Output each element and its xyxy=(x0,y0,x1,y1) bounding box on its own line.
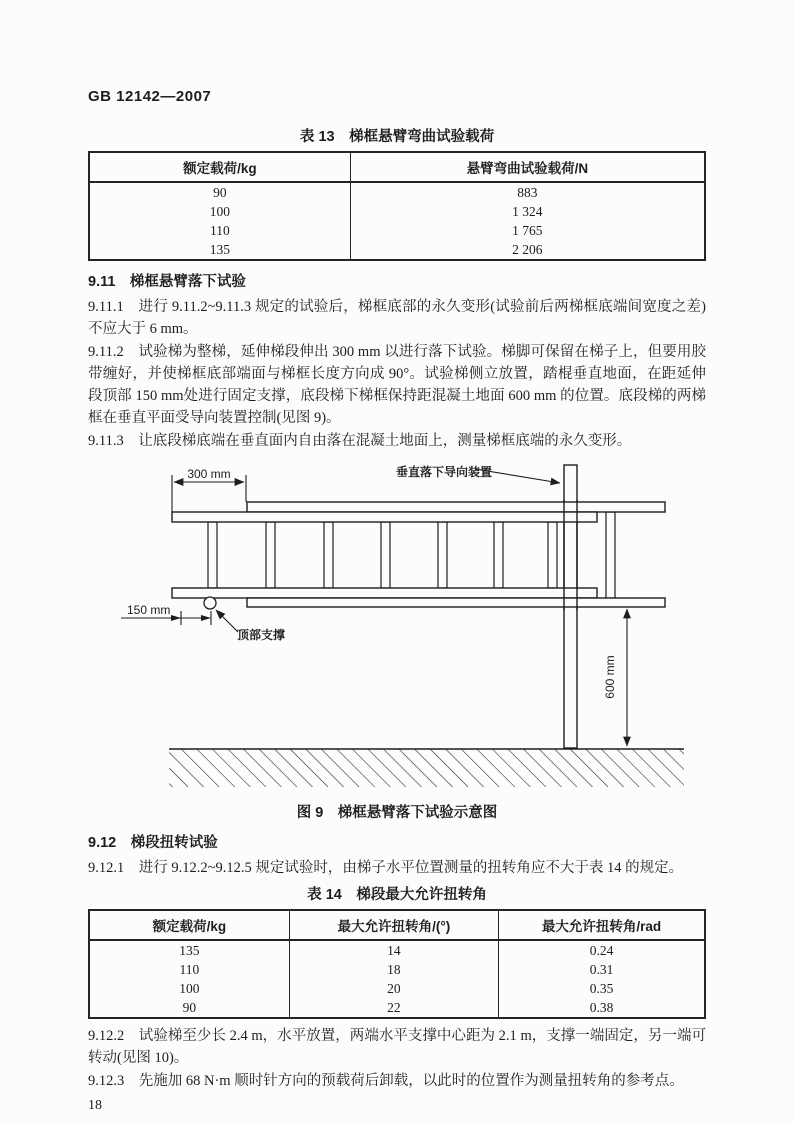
paragraph-9-11-3: 9.11.3 让底段梯底端在垂直面内自由落在混凝土地面上，测量梯框底端的永久变形。 xyxy=(88,433,632,449)
top-support-leader xyxy=(216,610,238,632)
table14-title: 表 14 梯段最大允许扭转角 xyxy=(307,887,487,903)
extension-upper-rail xyxy=(247,502,665,512)
table-cell: 1 324 xyxy=(350,202,705,221)
table-cell: 110 xyxy=(179,961,200,977)
table-cell: 100 xyxy=(209,203,230,219)
table-cell: 0.35 xyxy=(499,979,705,998)
extension-lower-rail xyxy=(247,598,665,607)
paragraph-9-11-1: 9.11.1 进行 9.11.2~9.11.3 规定的试验后，梯框底部的永久变形(试验前后两梯框底端间宽度之差)不应大于 6 mm。 xyxy=(88,299,706,337)
section-heading-9-11: 9.11 梯框悬臂落下试验 xyxy=(88,274,246,290)
table-cell: 14 xyxy=(289,940,498,960)
table-cell: 2 206 xyxy=(350,240,705,260)
table-row xyxy=(89,202,705,221)
table-row xyxy=(89,979,705,998)
table13-title: 表 13 梯框悬臂弯曲试验载荷 xyxy=(299,129,495,145)
table-cell: 135 xyxy=(209,241,230,257)
table-row xyxy=(89,940,705,960)
ladder-rails xyxy=(172,502,665,607)
table-cell: 1 765 xyxy=(350,221,705,240)
dim-150mm-label: 150 mm xyxy=(127,603,171,617)
table-cell: 90 xyxy=(182,999,197,1015)
dim-600mm-label: 600 mm xyxy=(603,655,617,699)
table-cell: 135 xyxy=(179,942,200,958)
table-cell: 0.31 xyxy=(499,960,705,979)
table13-header-cell: 额定载荷/kg xyxy=(89,152,350,182)
table13-header-row xyxy=(89,152,705,182)
table-row xyxy=(89,960,705,979)
table14-header-cell: 最大允许扭转角/(°) xyxy=(289,910,498,940)
paragraph-9-11-2: 9.11.2 试验梯为整梯，延伸梯段伸出 300 mm 以进行落下试验。梯脚可保留在梯子上，但要用胶带缠好，并使梯框底部端面与梯框长度方向成 90°。试验梯侧立放置，踏棍垂直地面，在距延伸段顶部 150 mm处进行固定支撑，底段梯下梯框保持距混凝土地面 600 mm 的位置。底段梯的两梯框在垂直平面受导向装置控制(见图 9)。 xyxy=(88,344,706,426)
table13-header-cell: 悬臂弯曲试验载荷/N xyxy=(350,152,705,182)
table-row xyxy=(89,998,705,1018)
table14-header-cell: 额定载荷/kg xyxy=(89,910,289,940)
table-cell: 0.38 xyxy=(499,998,705,1018)
table-cell: 90 xyxy=(213,184,227,200)
ground-hatch xyxy=(169,749,684,787)
section-heading-9-12: 9.12 梯段扭转试验 xyxy=(88,835,218,851)
figure-9 xyxy=(88,460,706,822)
top-support-label: 顶部支撑 xyxy=(237,628,286,642)
paragraph-9-12-2: 9.12.2 试验梯至少长 2.4 m，水平放置，两端水平支撑中心距为 2.1 m，支撑一端固定，另一端可转动(见图 10)。 xyxy=(88,1028,706,1066)
table-cell: 22 xyxy=(289,998,498,1018)
table-row xyxy=(89,221,705,240)
table-row xyxy=(89,182,705,202)
page-number: 18 xyxy=(88,1098,102,1113)
figure9-caption: 图 9 梯框悬臂落下试验示意图 xyxy=(296,805,498,821)
table-row xyxy=(89,240,705,260)
paragraph-9-12-1: 9.12.1 进行 9.12.2~9.12.5 规定试验时，由梯子水平位置测量的扭转角应不大于表 14 的规定。 xyxy=(88,860,684,876)
table-cell: 883 xyxy=(350,182,705,202)
table-cell: 110 xyxy=(209,222,230,238)
table14-header-cell: 最大允许扭转角/rad xyxy=(499,910,705,940)
base-upper-rail xyxy=(172,512,597,522)
top-support-roller xyxy=(204,597,216,609)
table14-header-row xyxy=(89,910,705,940)
paragraph-9-12-3: 9.12.3 先施加 68 N·m 顺时针方向的预载荷后卸载，以此时的位置作为测量扭转角的参考点。 xyxy=(88,1073,684,1089)
table13 xyxy=(88,151,706,261)
table-cell: 0.24 xyxy=(499,940,705,960)
doc-number: GB 12142—2007 xyxy=(88,88,212,105)
ladder-rungs xyxy=(208,512,615,598)
base-lower-rail xyxy=(172,588,597,598)
table14 xyxy=(88,909,706,1019)
guide-device-label: 垂直落下导向装置 xyxy=(396,465,493,479)
table-cell: 18 xyxy=(289,960,498,979)
dim-300mm-label: 300 mm xyxy=(187,467,231,481)
table-cell: 20 xyxy=(289,979,498,998)
ladder-drop-test-diagram xyxy=(94,460,714,794)
table-cell: 100 xyxy=(179,980,200,996)
